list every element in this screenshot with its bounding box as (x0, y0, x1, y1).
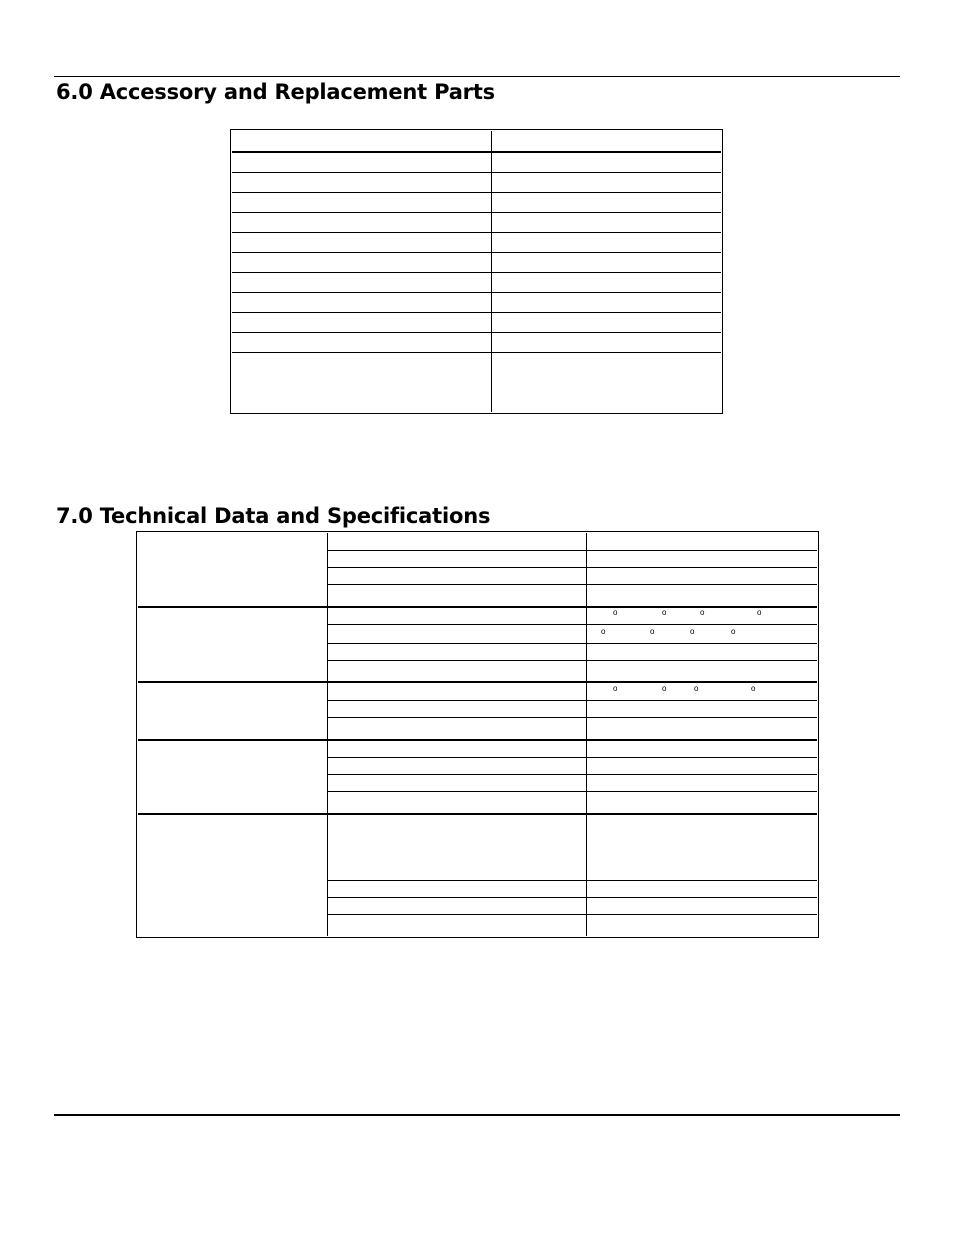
table-row (138, 682, 817, 700)
table-row (232, 233, 721, 253)
degree-symbol: o (662, 684, 667, 693)
table-row (138, 607, 817, 625)
degree-symbol: o (662, 608, 667, 617)
spec-group-label (138, 533, 327, 607)
table-row (232, 152, 721, 173)
table-row (232, 313, 721, 333)
table-row (232, 193, 721, 213)
spec-group-label (138, 607, 327, 683)
degree-symbol: o (757, 608, 762, 617)
table-row (232, 273, 721, 293)
section-7-title: 7.0 Technical Data and Specifications (56, 504, 491, 528)
degree-symbol: o (650, 627, 655, 636)
table-row (138, 533, 817, 550)
table-row (232, 173, 721, 193)
footer-rule (54, 1114, 900, 1116)
table-row (232, 253, 721, 273)
degree-symbol: o (690, 627, 695, 636)
table-row (232, 353, 721, 413)
table-row (232, 333, 721, 353)
table-row (138, 740, 817, 757)
degree-symbol: o (751, 684, 756, 693)
degree-symbol: o (731, 627, 736, 636)
header-rule (54, 76, 900, 77)
parts-header-cell (491, 131, 721, 152)
table-row (232, 293, 721, 313)
spec-group-label (138, 814, 327, 936)
spec-group-label (138, 682, 327, 740)
specifications-table (136, 531, 819, 938)
degree-symbol: o (700, 608, 705, 617)
degree-symbol: o (613, 684, 618, 693)
degree-symbol: o (601, 627, 606, 636)
degree-symbol: o (694, 684, 699, 693)
table-row (232, 213, 721, 233)
parts-header-row (232, 131, 721, 152)
table-row (138, 814, 817, 881)
parts-table (230, 129, 723, 414)
section-6-title: 6.0 Accessory and Replacement Parts (56, 80, 495, 104)
degree-symbol: o (613, 608, 618, 617)
spec-group-label (138, 740, 327, 814)
parts-header-cell (232, 131, 491, 152)
